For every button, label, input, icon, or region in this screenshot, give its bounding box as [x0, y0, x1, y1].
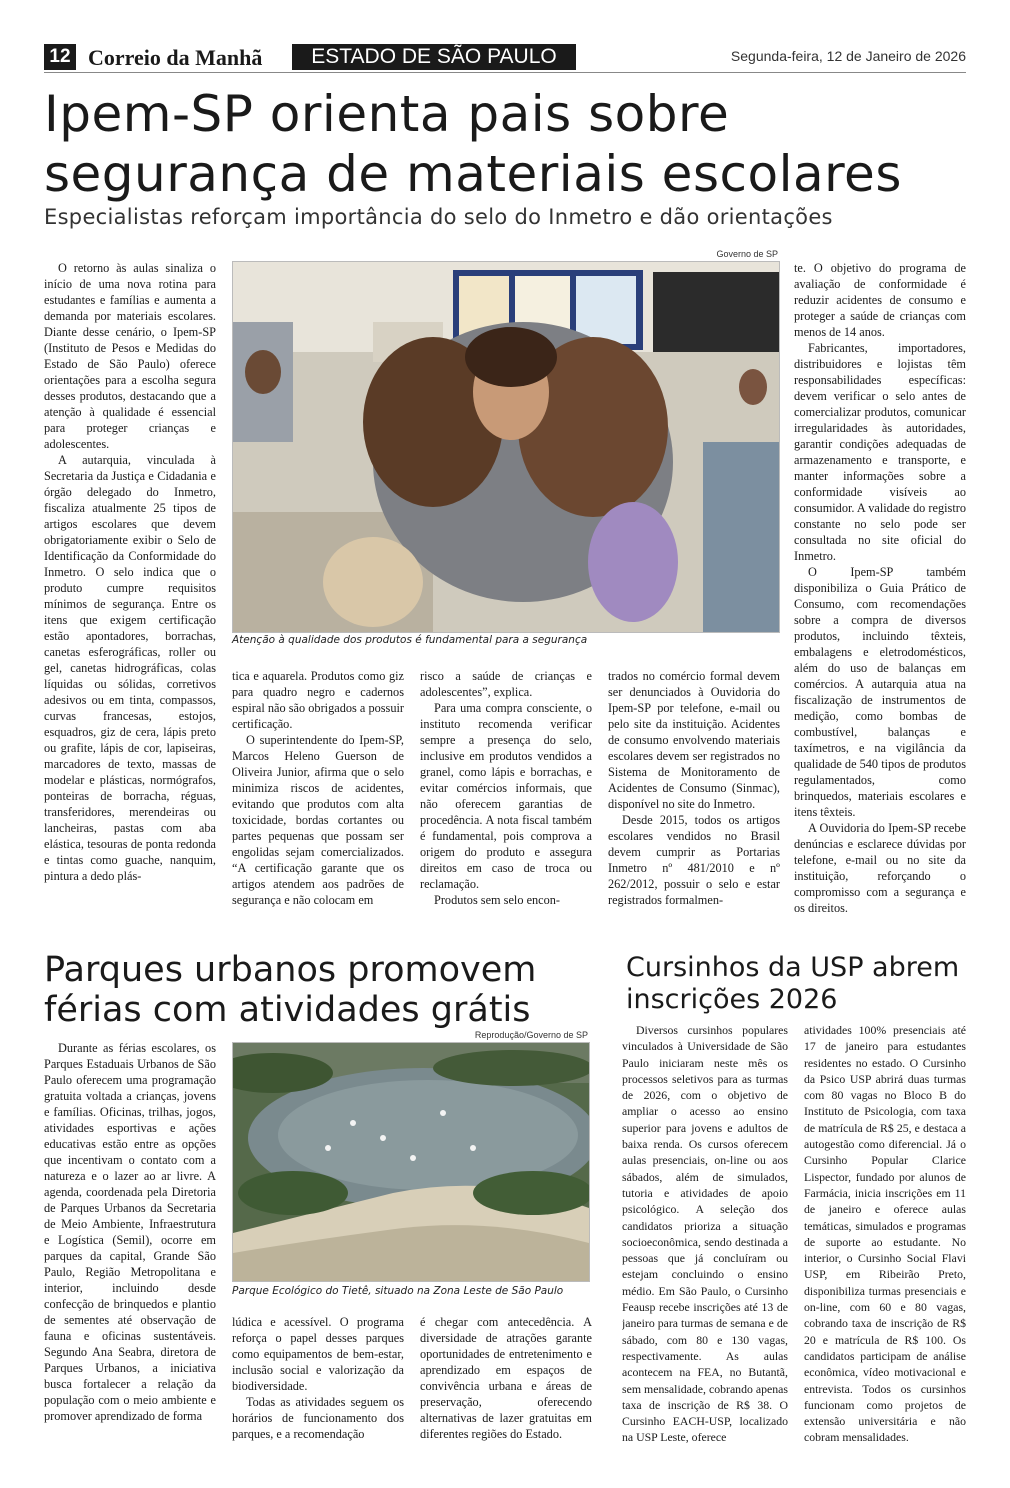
paragraph: A autarquia, vinculada à Secretaria da Justiça e Cidadania e órgão delegado do Inmetro, fiscaliza atualmente 25 tipos de artigos escolares que devem obrigatoriamente exibir o Selo de Identificação da Conformidade do Inmetro. O selo indica que o produto cumpre requisitos mínimos de segurança. Entre os itens que exigem certificação estão apontadores, borrachas, canetas esferográficas, roller ou gel, canetas hidrográficas, colas líquidas ou sólidas, corretivos adesivos ou em tinta, compassos, curvas francesas, estojos, esquadros, giz de cera, lápis preto ou grafite, lápis de cor, lapiseiras, marcadores de texto, massas de modelar e plásticas, normógrafos, ponteiras de borracha, réguas, transferidores, merendeiras ou lancheiras, pastas com aba elástica, tesouras de ponta redonda e tintas como guache, nanquim, pintura a dedo plás- [44, 453, 216, 883]
paragraph: te. O objetivo do programa de avaliação de conformidade é reduzir acidentes de consumo e proteger a saúde de crianças com menos de 14 anos. [794, 261, 966, 339]
usp-column-2 [804, 1022, 966, 1452]
newspaper-name: Correio da Manhã [88, 45, 263, 70]
paragraph: Produtos sem selo encon- [434, 893, 561, 907]
paragraph: lúdica e acessível. O programa reforça o papel desses parques como equipamentos de bem-estar, inclusão social e valorização da biodiversidade. [232, 1315, 404, 1393]
parks-headline: Parques urbanos promovem férias com atividades grátis [44, 950, 537, 1030]
lead-column-4 [608, 668, 780, 932]
lead-photo [232, 261, 780, 633]
lead-column-5 [794, 260, 966, 932]
paragraph: O superintendente do Ipem-SP, Marcos Heleno Guerson de Oliveira Junior, afirma que o selo minimiza riscos de acidentes, evitando que produtos com alta toxicidade, bordas cortantes ou partes pequenas que possam ser engolidas sejam comercializados. “A certificação garante que os artigos atendem aos padrões de segurança e não colocam em [232, 733, 404, 907]
paragraph: tica e aquarela. Produtos como giz para quadro negro e cadernos espiral não são obrigados a possuir certificação. [232, 669, 404, 731]
page-number: 12 [44, 44, 76, 70]
parks-column-2 [232, 1314, 404, 1452]
parks-photo-caption: Parque Ecológico do Tietê, situado na Zona Leste de São Paulo [232, 1285, 564, 1297]
lead-column-1 [44, 260, 216, 932]
date-line: Segunda-feira, 12 de Janeiro de 2026 [730, 48, 966, 64]
classroom-hug-image [233, 262, 779, 632]
section-label: ESTADO DE SÃO PAULO [292, 44, 576, 70]
lead-headline: Ipem-SP orienta pais sobre segurança de materiais escolares [44, 85, 902, 203]
lead-subtitle: Especialistas reforçam importância do selo do Inmetro e dão orientações [44, 205, 833, 229]
paragraph: Desde 2015, todos os artigos escolares vendidos no Brasil devem cumprir as Portarias Inmetro nº 481/2010 e nº 262/2012, possuir o selo e estar registrados formalmen- [608, 813, 780, 907]
header-divider [44, 72, 966, 73]
lead-photo-caption: Atenção à qualidade dos produtos é fundamental para a segurança [232, 634, 588, 646]
parks-column-1 [44, 1040, 216, 1452]
paragraph: atividades 100% presenciais até 17 de janeiro para estudantes residentes no estado. O Cursinho da Psico USP abrirá duas turmas com 80 vagas no Bloco B do Instituto de Psicologia, com taxa de matrícula de R$ 25, e destaca a autogestão como diferencial. Já o Cursinho Popular Clarice Lispector, fundado por alunos de Farmácia, inicia inscrições em 11 de janeiro e oferece aulas temáticas, simulados e programas de suporte ao estudante. No interior, o Cursinho Social Flavi USP, em Ribeirão Preto, disponibiliza turmas presenciais e on-line, com 60 e 80 vagas, cobrando taxa de inscrição de R$ 20 e matrícula de R$ 100. Os candidatos participam de análise econômica, vídeo motivacional e entrevista. Todos os cursinhos funcionam como projetos de extensão universitária e não cobram mensalidades. [804, 1023, 966, 1445]
paragraph: Durante as férias escolares, os Parques Estaduais Urbanos de São Paulo oferecem uma programação gratuita voltada a crianças, jovens e famílias. Oficinas, trilhas, jogos, atividades esportivas e ações educativas estão entre as opções que incentivam o contato com a natureza e o lazer ao ar livre. A agenda, coordenada pela Diretoria de Parques Urbanos da Secretaria de Meio Ambiente, Infraestrutura e Logística (Semil), ocorre em parques da capital, Grande São Paulo, Região Metropolitana e interior, incluindo desde confecção de brinquedos e plantio de sementes até observação de fauna e oficinas sustentáveis. Segundo Ana Seabra, diretora de Parques Urbanos, a iniciativa busca fortalecer a relação da população com o meio ambiente e promover aprendizado de forma [44, 1041, 216, 1423]
usp-column-1 [622, 1022, 788, 1452]
paragraph: Para uma compra consciente, o instituto recomenda verificar sempre a presença do selo, inclusive em produtos vendidos a granel, como lápis e borrachas, e evitar comércios informais, que não oferecem garantias de procedência. A nota fiscal também é fundamental, pois comprova a origem do produto e assegura direitos em caso de troca ou reclamação. [420, 701, 592, 891]
paragraph: Fabricantes, importadores, distribuidores e lojistas têm responsabilidades específicas: devem verificar o selo antes de comercializar produtos, comunicar irregularidades às autoridades, garantir condições adequadas de armazenamento e transporte, e manter informações sobre a conformidade visíveis ao consumidor. A validade do registro constante no selo pode ser consultada no site oficial do Inmetro. [794, 341, 966, 563]
paragraph: O Ipem-SP também disponibiliza o Guia Prático de Consumo, com recomendações sobre a compra de diversos produtos, incluindo têxteis, embalagens e eletrodomésticos, além do uso de balanças em comércios. A autarquia atua na fiscalização de instrumentos de medição, como bombas de combustível, balanças e taxímetros, e na vigilância da qualidade de 540 tipos de produtos regulamentados, como brinquedos, materiais escolares e itens têxteis. [794, 565, 966, 819]
paragraph: risco a saúde de crianças e adolescentes”, explica. [420, 669, 592, 699]
parks-photo-credit: Reprodução/Governo de SP [474, 1030, 588, 1040]
lead-column-3 [420, 668, 592, 932]
parks-column-3 [420, 1314, 592, 1452]
usp-headline: Cursinhos da USP abrem inscrições 2026 [626, 952, 960, 1015]
park-aerial-image [233, 1043, 589, 1281]
paragraph: Todas as atividades seguem os horários de funcionamento dos parques, e a recomendação [232, 1395, 404, 1441]
paragraph: A Ouvidoria do Ipem-SP recebe denúncias e esclarece dúvidas por telefone, e-mail ou no site da instituição, reforçando o compromisso com a segurança e os direitos. [794, 821, 966, 915]
paragraph: Diversos cursinhos populares vinculados à Universidade de São Paulo iniciaram neste mês os processos seletivos para as turmas de 2026, com o objetivo de ampliar o acesso ao ensino superior para jovens e adultos de baixa renda. Os cursos oferecem aulas presenciais, on-line ou aos sábados, além de simulados, tutoria e atividades de apoio psicológico. A seleção dos candidatos prioriza a situação socioeconômica, sendo destinada a pessoas que já concluíram ou estejam concluindo o ensino médio. Em São Paulo, o Cursinho Feausp recebe inscrições até 13 de janeiro para turmas de semana e de sábado, com 80 e 130 vagas, respectivamente. As aulas acontecem na FEA, no Butantã, sem mensalidade, cobrando apenas taxa de inscrição de R$ 38. O Cursinho EACH-USP, localizado na USP Leste, oferece [622, 1023, 788, 1445]
paragraph: trados no comércio formal devem ser denunciados à Ouvidoria do Ipem-SP por telefone, e-mail ou pelo site da instituição. Acidentes de consumo envolvendo materiais escolares devem ser registrados no Sistema de Monitoramento de Acidentes de Consumo (Sinmac), disponível no site do Inmetro. [608, 669, 780, 811]
paragraph: é chegar com antecedência. A diversidade de atrações garante oportunidades de entretenimento e aprendizado em espaços de convivência urbana e áreas de preservação, oferecendo alternativas de lazer gratuitas em diferentes regiões do Estado. [420, 1315, 592, 1441]
lead-column-2 [232, 668, 404, 932]
lead-photo-credit: Governo de SP [716, 249, 778, 259]
parks-photo [232, 1042, 590, 1282]
paragraph: O retorno às aulas sinaliza o início de uma nova rotina para estudantes e famílias e aumenta a demanda por materiais escolares. Diante desse cenário, o Ipem-SP (Instituto de Pesos e Medidas do Estado de São Paulo) oferece orientações para a escolha segura desses produtos, destacando que a atenção à qualidade é essencial para proteger crianças e adolescentes. [44, 261, 216, 451]
